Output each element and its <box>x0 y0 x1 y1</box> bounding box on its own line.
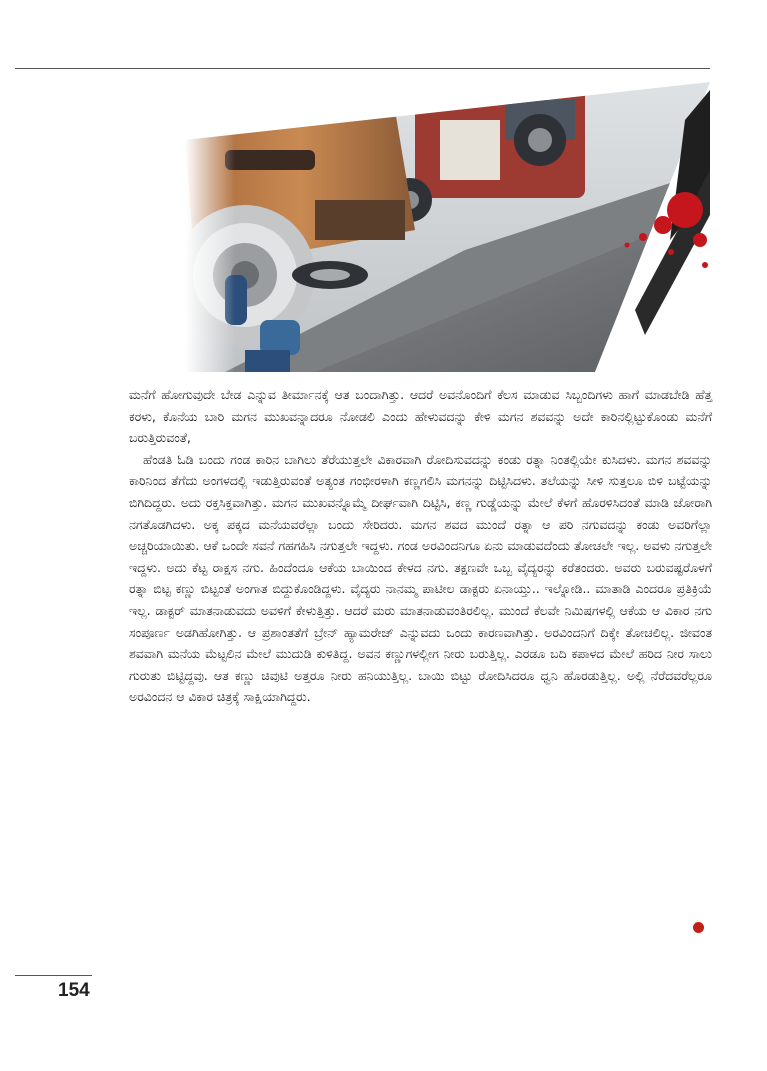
footer-rule <box>15 975 92 976</box>
article-paragraph-1: ಮನೆಗೆ ಹೋಗುವುದೇ ಬೇಡ ಎನ್ನುವ ತೀರ್ಮಾನಕ್ಕೆ ಆತ ಬಂದಾಗಿತ್ತು. ಆದರೆ ಅವನೊಂದಿಗೆ ಕೆಲಸ ಮಾಡುವ ಸಿಬ್ಬಂದಿಗಳು ಹಾಗೆ ಮಾಡಬೇಡಿ ಹೆತ್ತ ಕರಳು, ಕೊನೆಯ ಬಾರಿ ಮಗನ ಮುಖವನ್ನಾದರೂ ನೋಡಲಿ ಎಂದು ಹೇಳುವದನ್ನು ಕೇಳಿ ಮಗನ ಶವವನ್ನು ಅದೇ ಕಾರಿನಲ್ಲಿಟ್ಟುಕೊಂಡು ಮನೆಗೆ ಬರುತ್ತಿರುವಂತೆ, <box>129 387 712 446</box>
page-number: 154 <box>58 980 90 1001</box>
accident-photo <box>165 80 710 372</box>
article-body <box>129 384 712 708</box>
end-mark-dot <box>693 922 704 933</box>
article-paragraph-2: ಹೆಂಡತಿ ಓಡಿ ಬಂದು ಗಂಡ ಕಾರಿನ ಬಾಗಿಲು ತೆರೆಯುತ್ತಲೇ ವಿಕಾರವಾಗಿ ರೋದಿಸುವದನ್ನು ಕಂಡು ರತ್ನಾ ನಿಂತಲ್ಲಿಯೇ ಕುಸಿದಳು. ಮಗನ ಶವವನ್ನು ಕಾರಿನಿಂದ ತೆಗೆದು ಅಂಗಳದಲ್ಲಿ ಇಡುತ್ತಿರುವಂತೆ ಅತ್ಯಂತ ಗಂಭೀರಳಾಗಿ ಕಣ್ಣಗಲಿಸಿ ಮಗನನ್ನು ದಿಟ್ಟಿಸಿದಳು. ತಲೆಯನ್ನು ಸೀಳಿ ಸುತ್ತಲೂ ಬಿಳಿ ಬಟ್ಟೆಯನ್ನು ಬಿಗಿದಿದ್ದರು. ಅದು ರಕ್ತಸಿಕ್ತವಾಗಿತ್ತು. ಮಗನ ಮುಖವನ್ನೊಮ್ಮೆ ದೀರ್ಘವಾಗಿ ದಿಟ್ಟಿಸಿ, ಕಣ್ಣ ಗುಡ್ಡೆಯನ್ನು ಮೇಲೆ ಕೆಳಗೆ ಹೊರಳಿಸಿದಂತೆ ಮಾಡಿ ಜೋರಾಗಿ ನಗತೊಡಗಿದಳು. ಅಕ್ಕ ಪಕ್ಕದ ಮನೆಯವರೆಲ್ಲಾ ಬಂದು ಸೇರಿದರು. ಮಗನ ಶವದ ಮುಂದೆ ರತ್ನಾ ಆ ಪರಿ ನಗುವದನ್ನು ಕಂಡು ಅವರಿಗೆಲ್ಲಾ ಅಚ್ಚರಿಯಾಯಿತು. ಆಕೆ ಒಂದೇ ಸವನೆ ಗಹಗಹಿಸಿ ನಗುತ್ತಲೇ ಇದ್ದಳು. ಗಂಡ ಅರವಿಂದನಿಗೂ ಏನು ಮಾಡುವದೆಂದು ತೋಚಲೇ ಇಲ್ಲ. ಅವಳು ನಗುತ್ತಲೇ ಇದ್ದಳು. ಅದು ಕೆಟ್ಟ ರಾಕ್ಷಸ ನಗು. ಹಿಂದೆಂದೂ ಆಕೆಯ ಬಾಯಿಂದ ಕೇಳದ ನಗು. ತಕ್ಷಣವೇ ಒಬ್ಬ ವೈದ್ಯರನ್ನು ಕರೆತಂದರು. ಅವರು ಬರುವಷ್ಟರೊಳಗೆ ರತ್ನಾ ಬಿಟ್ಟ ಕಣ್ಣು ಬಿಟ್ಟಂತೆ ಅಂಗಾತ ಬಿದ್ದುಕೊಂಡಿದ್ದಳು. ವೈದ್ಯರು ನಾನಮ್ಮ ಪಾಟೀಲ ಡಾಕ್ಟರು ಏನಾಯ್ತು.. ಇಲ್ನೋಡಿ.. ಮಾತಾಡಿ ಎಂದರೂ ಪ್ರತಿಕ್ರಿಯೆ ಇಲ್ಲ. ಡಾಕ್ಟರ್ ಮಾತನಾಡುವದು ಅವಳಿಗೆ ಕೇಳುತ್ತಿತ್ತು. ಆದರೆ ಮರು ಮಾತನಾಡುವಂತಿರಲಿಲ್ಲ. ಮುಂದೆ ಕೆಲವೇ ನಿಮಿಷಗಳಲ್ಲಿ ಆಕೆಯ ಆ ವಿಕಾರ ನಗು ಸಂಪೂರ್ಣ ಅಡಗಿಹೋಗಿತ್ತು. ಆ ಪ್ರಶಾಂತತೆಗೆ ಬ್ರೇನ್ ಹ್ಯಾಮರೇಜ್ ಎನ್ನುವದು ಒಂದು ಕಾರಣವಾಗಿತ್ತು. ಅರವಿಂದನಿಗೆ ದಿಕ್ಕೇ ತೋಚಲಿಲ್ಲ. ಜೀವಂತ ಶವವಾಗಿ ಮನೆಯ ಮೆಟ್ಟಲಿನ ಮೇಲೆ ಮುದುಡಿ ಕುಳಿತಿದ್ದ. ಅವನ ಕಣ್ಣುಗಳಲ್ಲೀಗ ನೀರು ಬರುತ್ತಿಲ್ಲ. ಎರಡೂ ಬದಿ ಕಪಾಳದ ಮೇಲೆ ಹರಿದ ನೀರ ಸಾಲು ಗುರುತು ಬಿಟ್ಟಿದ್ದವು. ಆತ ಕಣ್ಣು ಚಿವುಟಿ ಅತ್ತರೂ ನೀರು ಹನಿಯುತ್ತಿಲ್ಲ. ಬಾಯಿ ಬಿಟ್ಟು ರೋದಿಸಿದರೂ ಧ್ವನಿ ಹೊರಡುತ್ತಿಲ್ಲ. ಅಲ್ಲಿ ನೆರೆದವರೆಲ್ಲರೂ ಅರವಿಂದನ ಆ ವಿಕಾರ ಚಿತ್ರಕ್ಕೆ ಸಾಕ್ಷಿಯಾಗಿದ್ದರು. <box>129 451 712 705</box>
header-rule <box>15 68 710 69</box>
